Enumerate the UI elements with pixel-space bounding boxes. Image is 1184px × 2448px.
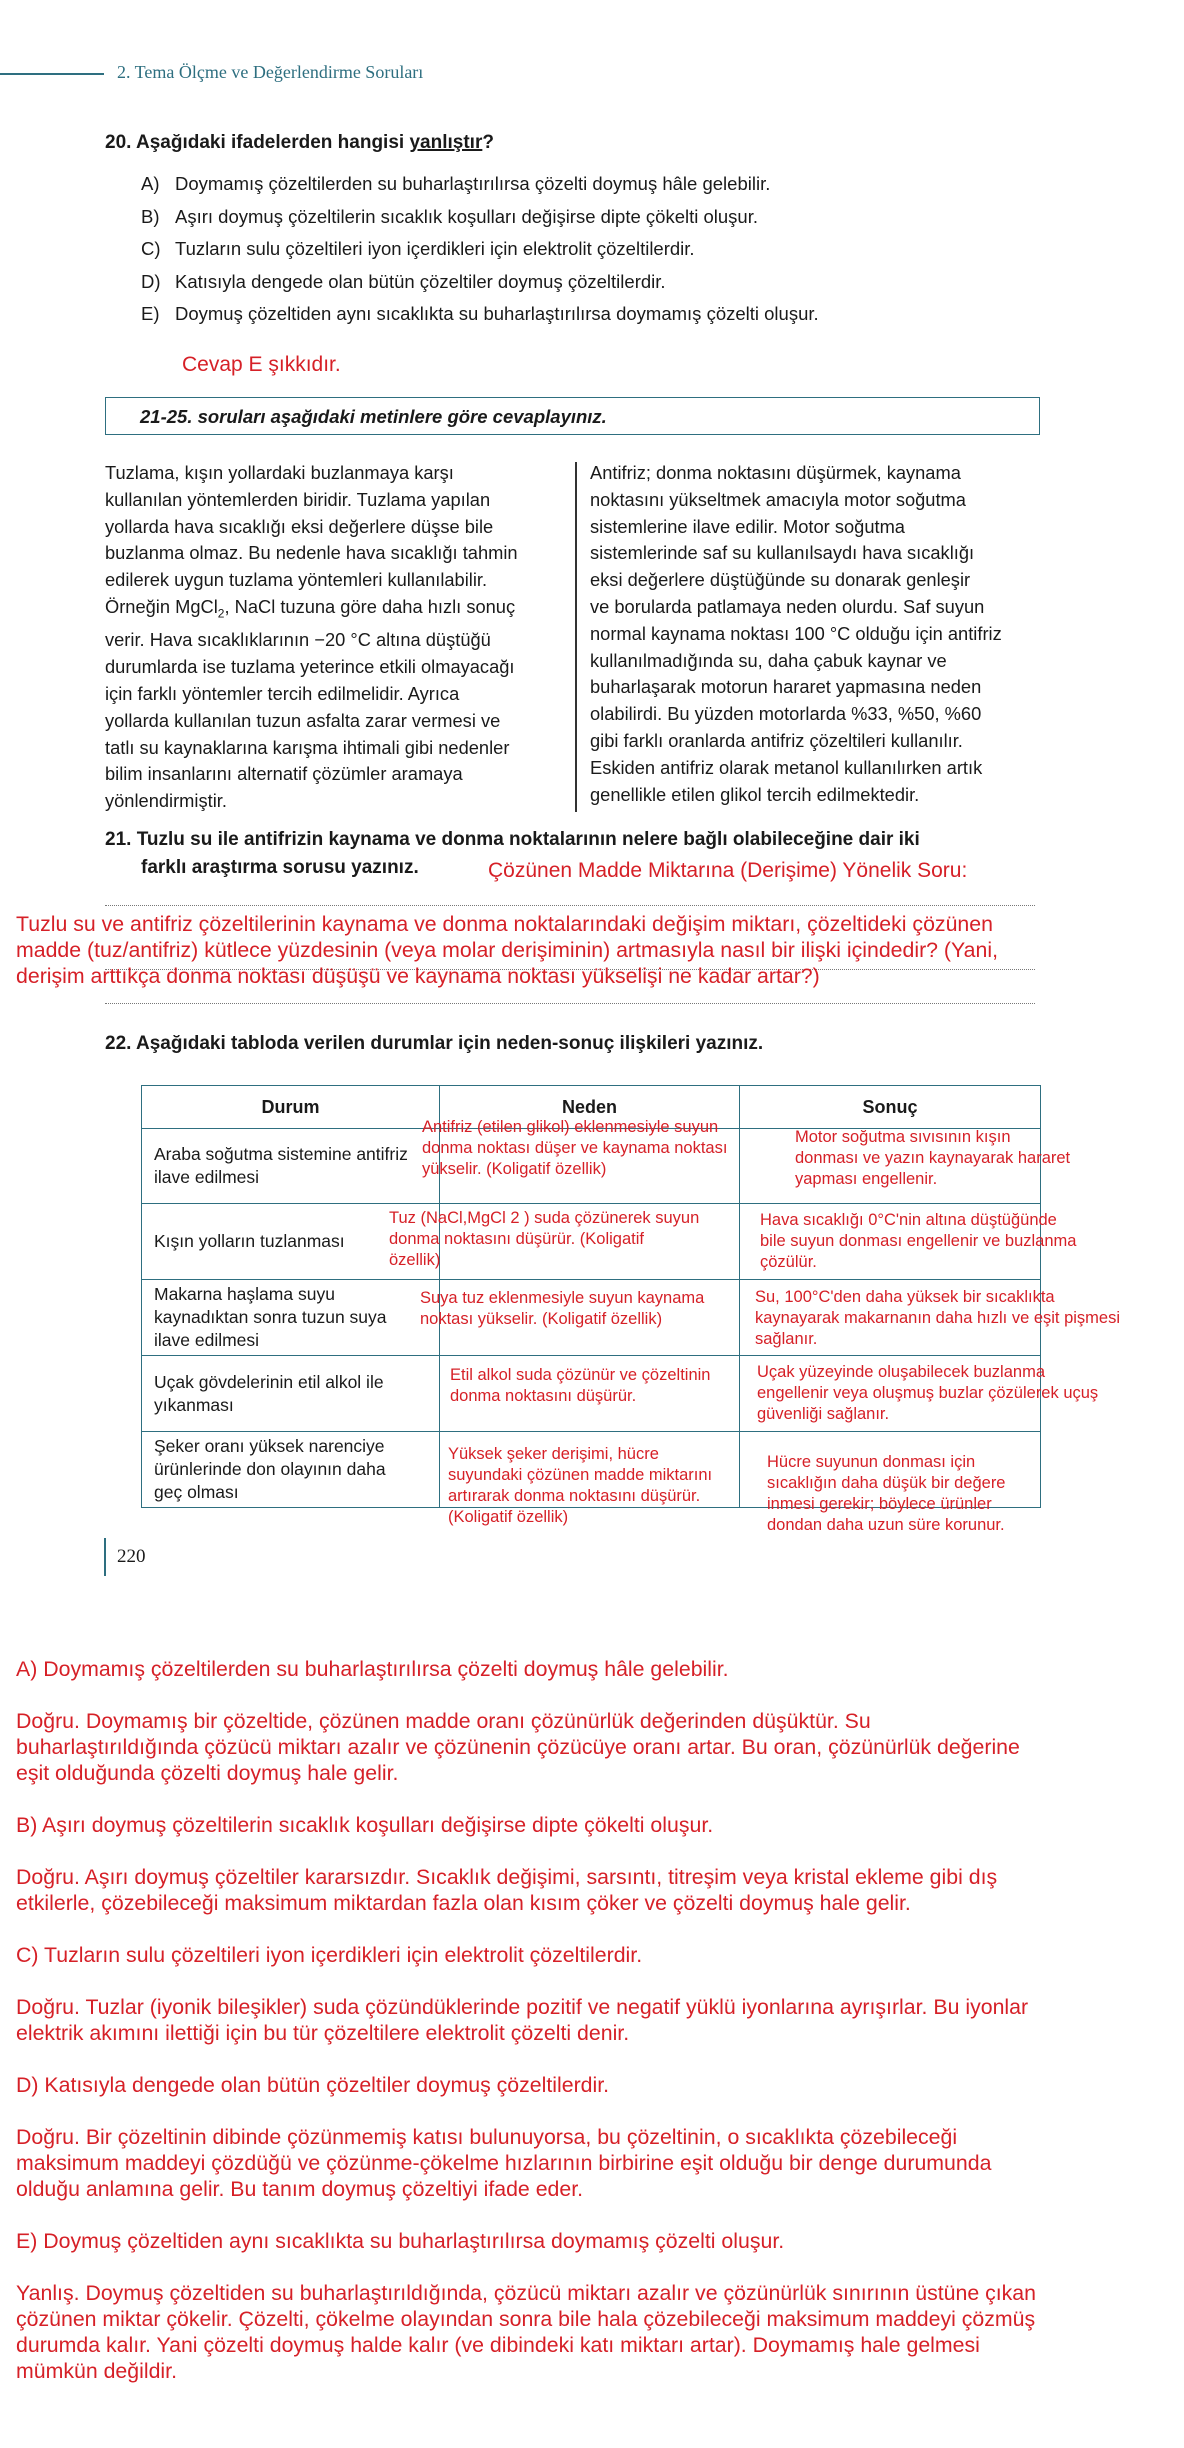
text-line: yollarda hava sıcaklığı eksi değerlere düşse bile [105,515,494,537]
anno-line: inmesi gerekir; böylece ürünler [767,1495,992,1513]
annotation-sonuc-3 [755,1287,1120,1350]
anno-line: donma noktasını düşürür. [450,1387,637,1405]
text-fragment: Örneğin MgCl [105,595,218,617]
left-column-text [105,460,559,815]
cell-line: Uçak gövdelerinin etil alkol ile [154,1371,384,1392]
right-column-text [590,460,1040,808]
answer-line-text: Tuzlu su ve antifriz çözeltilerinin kaynama ve donma noktalarındaki değişim miktarı, çözeltideki çözünen [16,912,993,936]
explanation-a-body [16,1708,1166,1786]
option-letter: C) [141,238,161,259]
explanation-b-heading: B) Aşırı doymuş çözeltilerin sıcaklık koşulları değişirse dipte çökelti oluşur. [16,1813,714,1837]
option-text: Doymamış çözeltilerden su buharlaştırılırsa çözelti doymuş hâle gelebilir. [175,173,771,194]
option-text: Aşırı doymuş çözeltilerin sıcaklık koşulları değişirse dipte çökelti oluşur. [175,206,758,227]
header-durum: Durum [142,1086,440,1129]
body-line: Doğru. Aşırı doymuş çözeltiler kararsızdır. Sıcaklık değişimi, sarsıntı, titreşim veya kristal ekleme gibi dış [16,1865,998,1889]
cell-line: geç olması [154,1482,239,1502]
anno-line: Yüksek şeker derişimi, hücre [448,1445,659,1463]
header-rule [0,73,104,75]
annotation-neden-3 [420,1288,704,1330]
anno-line: yükselir. (Koligatif özellik) [422,1160,607,1178]
text-line: tatlı su kaynaklarına karışma ihtimali gibi nedenler [105,736,510,758]
anno-line: sıcaklığın daha düşük bir değere [767,1474,1006,1492]
q20-answer-note: Cevap E şıkkıdır. [182,353,341,376]
cell-line: ilave edilmesi [154,1167,260,1187]
explanation-b-body [16,1864,1166,1916]
text-line: Eskiden antifriz olarak metanol kullanılırken artık [590,756,983,778]
annotation-neden-2 [389,1208,699,1271]
durum-cell [142,1280,440,1356]
text-line: sistemlerinde saf su kullanılsaydı hava sıcaklığı [590,542,975,564]
explanation-d-body [16,2124,1166,2202]
option-text: Tuzların sulu çözeltileri iyon içerdikleri için elektrolit çözeltilerdir. [175,238,695,259]
explanation-c-heading: C) Tuzların sulu çözeltileri iyon içerdikleri için elektrolit çözeltilerdir. [16,1943,643,1967]
body-line: durumda kalır. Yani çözelti doymuş halde kalır (ve dibindeki katı miktarı artar). Doymamış hale gelmesi [16,2333,980,2357]
text-line: kullanılmadığında su, daha çabuk kaynar ve [590,649,947,671]
durum-cell [142,1129,440,1204]
option-letter: D) [141,271,161,292]
cell-line: ilave edilmesi [154,1330,260,1350]
body-line: elektrik akımını ilettiği için bu tür çözeltilere elektrolit çözelti denir. [16,2021,630,2045]
q20-text: 20. Aşağıdaki ifadelerden hangisi [105,132,410,153]
text-line: eksi değerlere düştüğünde su donarak genleşir [590,569,971,591]
option-letter: B) [141,206,160,227]
question-22-title: 22. Aşağıdaki tabloda verilen durumlar için neden-sonuç ilişkileri yazınız. [105,1033,764,1054]
text-line [105,594,559,627]
body-line: eşit olduğunda çözelti doymuş hale gelir. [16,1761,399,1785]
text-line: normal kaynama noktası 100 °C olduğu için antifriz [590,622,1002,644]
text-line: genellikle etilen glikol tercih edilmektedir. [590,783,920,805]
anno-line: sağlanır. [755,1330,818,1348]
anno-line: Suya tuz eklenmesiyle suyun kaynama [420,1289,705,1307]
explanation-d-heading: D) Katısıyla dengede olan bütün çözeltiler doymuş çözeltilerdir. [16,2073,610,2097]
q20-emphasis: yanlıştır [409,132,483,153]
answer-line-text: derişim arttıkça donma noktası düşüşü ve kaynama noktası yükselişi ne kadar artar?) [16,964,820,988]
text-line: buzlanma olmaz. Bu nedenle hava sıcaklığı tahmin [105,542,518,564]
body-line: olduğu anlamına gelir. Bu tanım doymuş çözeltiyi ifade eder. [16,2177,584,2201]
anno-line: bile suyun donması engellenir ve buzlanma [760,1232,1077,1250]
annotation-sonuc-4 [757,1362,1098,1425]
anno-line: dondan daha uzun süre korunur. [767,1516,1005,1534]
answer-line [105,905,1035,906]
body-line: Yanlış. Doymuş çözeltiden su buharlaştırıldığında, çözücü miktarı azalır ve çözünürlük sınırının üstüne çıkan [16,2281,1036,2305]
text-line: Tuzlama, kışın yollardaki buzlanmaya karşı [105,462,454,483]
cell-line: Kışın yolların tuzlanması [154,1231,345,1251]
column-divider [575,462,577,812]
anno-line: Hücre suyunun donması için [767,1453,976,1471]
explanation-a-heading: A) Doymamış çözeltilerden su buharlaştırılırsa çözelti doymuş hâle gelebilir. [16,1657,729,1681]
text-line: ve borularda patlamaya neden olurdu. Saf suyun [590,595,985,617]
q20-option-d [141,271,666,293]
annotation-sonuc-2 [760,1210,1076,1273]
q20-option-a [141,173,770,195]
annotation-neden-5 [448,1444,712,1528]
durum-cell [142,1432,440,1508]
cell-line: Araba soğutma sistemine antifriz [154,1144,408,1164]
anno-line: engellenir veya oluşmuş buzlar çözülerek uçuş [757,1384,1099,1402]
text-line: yönlendirmiştir. [105,790,227,812]
text-line: edilerek uygun tuzlama yöntemleri kullanılabilir. [105,569,488,591]
cell-line: ürünlerinde don olayının daha [154,1459,386,1479]
explanation-c-body [16,1994,1166,2046]
answer-line-text: madde (tuz/antifriz) kütlece yüzdesinin (veya molar derişiminin) artmasıyla nasıl bir ilişki içindedir? (Yani, [16,938,998,962]
text-line: gibi farklı oranlarda antifriz çözeltileri kullanılır. [590,729,963,751]
text-fragment: , NaCl tuzuna göre daha hızlı sonuç [224,595,516,617]
text-line: noktasını yükseltmek amacıyla motor soğutma [590,488,966,510]
annotation-sonuc-1 [795,1127,1070,1190]
annotation-neden-1 [422,1117,727,1180]
question-21-line1: 21. Tuzlu su ile antifrizin kaynama ve donma noktalarının nelere bağlı olabileceğine dair iki [105,829,920,850]
annotation-neden-4 [450,1365,710,1407]
subscript: 2 [217,606,225,621]
option-letter: E) [141,303,160,324]
explanation-e-body [16,2280,1166,2384]
q20-end: ? [482,132,494,153]
body-line: çözünen miktar çökelir. Çözelti, çökelme olayından sonra bile hala çözebileceği maksimum maddeyi çözmüş [16,2307,1036,2331]
text-line: olabilirdi. Bu yüzden motorlarda %33, %50, %60 [590,703,982,725]
body-line: Doğru. Bir çözeltinin dibinde çözünmemiş katısı bulunuyorsa, bu çözeltinin, o sıcaklıkta çözebileceği [16,2125,958,2149]
anno-line: Tuz (NaCl,MgCl 2 ) suda çözünerek suyun [389,1209,700,1227]
cell-line: Şeker oranı yüksek narenciye [154,1436,385,1456]
q20-option-e [141,303,819,325]
explanation-e-heading: E) Doymuş çözeltiden aynı sıcaklıkta su buharlaştırılırsa doymamış çözelti oluşur. [16,2229,785,2253]
text-line: verir. Hava sıcaklıklarının −20 °C altına düştüğü [105,629,491,651]
annotation-sonuc-5 [767,1452,1006,1536]
anno-line: Su, 100°C'den daha yüksek bir sıcaklıkta [755,1288,1055,1306]
page-number-bar [104,1538,106,1576]
anno-line: donma noktası düşer ve kaynama noktası [422,1139,728,1157]
text-line: durumlarda ise tuzlama yeterince etkili olmayacağı [105,656,515,678]
q21-answer-text [16,911,1176,989]
anno-line: Uçak yüzeyinde oluşabilecek buzlanma [757,1363,1045,1381]
body-line: Doğru. Tuzlar (iyonik bileşikler) suda çözündüklerinde pozitif ve negatif yüklü iyonlarına ayrışırlar. Bu iyonlar [16,1995,1029,2019]
page-number: 220 [117,1546,146,1567]
option-text: Katısıyla dengede olan bütün çözeltiler doymuş çözeltilerdir. [175,271,666,292]
option-text: Doymuş çözeltiden aynı sıcaklıkta su buharlaştırılırsa doymamış çözelti oluşur. [175,303,819,324]
anno-line: noktası yükselir. (Koligatif özellik) [420,1310,663,1328]
body-line: mümkün değildir. [16,2359,177,2383]
cell-line: yıkanması [154,1394,234,1415]
answer-line [105,1003,1035,1004]
anno-line: çözülür. [760,1253,817,1271]
q21-answer-title: Çözünen Madde Miktarına (Derişime) Yönelik Soru: [488,859,968,882]
text-line: Antifriz; donma noktasını düşürmek, kaynama [590,462,961,483]
question-21-line2: farklı araştırma sorusu yazınız. [141,857,419,878]
anno-line: güvenliği sağlanır. [757,1405,890,1423]
body-line: buharlaştırıldığında çözücü miktarı azalır ve çözünenin çözücüye oranı artar. Bu oran, çözünürlük değerine [16,1735,1020,1759]
cell-line: Makarna haşlama suyu [154,1284,335,1304]
anno-line: suyundaki çözünen madde miktarını [448,1466,713,1484]
body-line: Doğru. Doymamış bir çözeltide, çözünen madde oranı çözünürlük değerinden düşüktür. Su [16,1709,871,1733]
question-20-title [105,132,494,154]
text-line: sistemlerine ilave edilir. Motor soğutma [590,515,905,537]
header-sonuc: Sonuç [740,1086,1041,1129]
anno-line: Antifriz (etilen glikol) eklenmesiyle suyun [422,1118,719,1136]
anno-line: Motor soğutma sıvısının kışın [795,1128,1011,1146]
text-line: kullanılan yöntemlerden biridir. Tuzlama yapılan [105,488,491,510]
body-line: etkilerle, çözebileceği maksimum miktardan fazla olan kısım çöker ve çözelti doymuş hale gelir. [16,1891,911,1915]
cell-line: kaynadıktan sonra tuzun suya [154,1307,387,1327]
durum-cell [142,1356,440,1432]
anno-line: kaynayarak makarnanın daha hızlı ve eşit pişmesi [755,1309,1121,1327]
q20-option-c [141,238,695,260]
q20-option-b [141,206,758,228]
body-line: maksimum maddeyi çözdüğü ve çözünme-çökelme hızlarının birbirine eşit olduğu bir denge durumunda [16,2151,992,2175]
anno-line: donması ve yazın kaynayarak hararet [795,1149,1071,1167]
anno-line: Etil alkol suda çözünür ve çözeltinin [450,1366,711,1384]
chapter-title: 2. Tema Ölçme ve Değerlendirme Soruları [117,62,424,82]
text-line: için farklı yöntemler tercih edilmelidir. Ayrıca [105,683,460,705]
anno-line: artırarak donma noktasını düşürür. [448,1487,701,1505]
text-line: yollarda kullanılan tuzun asfalta zarar vermesi ve [105,709,501,731]
text-line: bilim insanlarını alternatif çözümler aramaya [105,763,463,785]
header-neden: Neden [440,1086,740,1129]
instruction-text: 21-25. soruları aşağıdaki metinlere göre cevaplayınız. [140,406,607,427]
anno-line: yapması engellenir. [795,1170,938,1188]
anno-line: özellik) [389,1251,441,1269]
anno-line: donma noktasını düşürür. (Koligatif [389,1230,644,1248]
anno-line: (Koligatif özellik) [448,1508,569,1526]
option-letter: A) [141,173,160,194]
anno-line: Hava sıcaklığı 0°C'nin altına düştüğünde [760,1211,1057,1229]
text-line: buharlaşarak motorun hararet yapmasına neden [590,676,982,698]
